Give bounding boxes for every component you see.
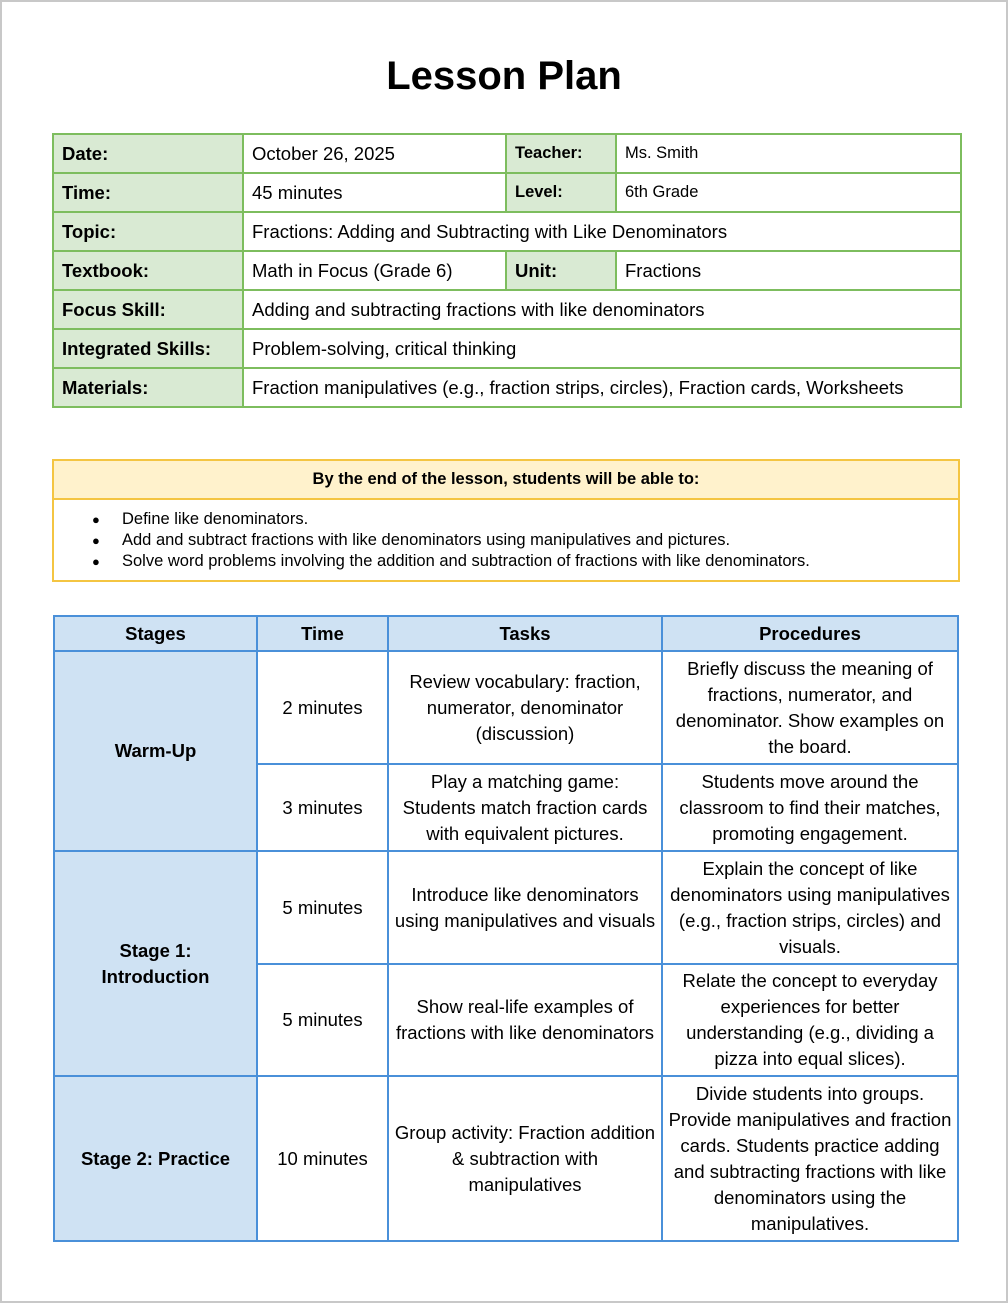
unit-label: Unit: — [506, 251, 616, 290]
objective-item: ● Solve word problems involving the addition and subtraction of fractions with like denominators. — [92, 551, 958, 572]
row-time: 5 minutes — [257, 964, 388, 1076]
focus-skill-label: Focus Skill: — [53, 290, 243, 329]
integrated-skills-label: Integrated Skills: — [53, 329, 243, 368]
stage-practice: Stage 2: Practice — [54, 1076, 257, 1241]
time-label: Time: — [53, 173, 243, 212]
info-row-materials — [53, 368, 961, 407]
objective-item: ● Add and subtract fractions with like denominators using manipulatives and pictures. — [92, 530, 958, 551]
header-time: Time — [257, 616, 388, 651]
info-row-topic — [53, 212, 961, 251]
row-procedure: Explain the concept of like denominators using manipulatives (e.g., fraction strips, circles) and visuals. — [662, 851, 958, 964]
row-task: Review vocabulary: fraction, numerator, denominator (discussion) — [388, 651, 662, 764]
row-time: 2 minutes — [257, 651, 388, 764]
row-procedure: Divide students into groups. Provide manipulatives and fraction cards. Students practice adding and subtracting fractions with like denominators using the manipulatives. — [662, 1076, 958, 1241]
row-time: 3 minutes — [257, 764, 388, 851]
header-tasks: Tasks — [388, 616, 662, 651]
objective-item: ● Define like denominators. — [92, 509, 958, 530]
lesson-info-table — [52, 133, 962, 408]
info-row-textbook — [53, 251, 961, 290]
unit-value: Fractions — [616, 251, 961, 290]
header-procedures: Procedures — [662, 616, 958, 651]
row-procedure: Relate the concept to everyday experiences for better understanding (e.g., dividing a pizza into equal slices). — [662, 964, 958, 1076]
topic-label: Topic: — [53, 212, 243, 251]
info-row-time — [53, 173, 961, 212]
date-label: Date: — [53, 134, 243, 173]
table-row — [54, 651, 958, 764]
row-task: Show real-life examples of fractions with like denominators — [388, 964, 662, 1076]
focus-skill-value: Adding and subtracting fractions with like denominators — [243, 290, 961, 329]
textbook-value: Math in Focus (Grade 6) — [243, 251, 506, 290]
row-task: Play a matching game: Students match fraction cards with equivalent pictures. — [388, 764, 662, 851]
stage-warm-up: Warm-Up — [54, 651, 257, 851]
row-task: Group activity: Fraction addition & subtraction with manipulatives — [388, 1076, 662, 1241]
row-procedure: Students move around the classroom to find their matches, promoting engagement. — [662, 764, 958, 851]
row-time: 5 minutes — [257, 851, 388, 964]
objectives-box — [52, 459, 960, 582]
objectives-heading: By the end of the lesson, students will be able to: — [54, 461, 958, 500]
page-title: Lesson Plan — [386, 54, 622, 98]
date-value: October 26, 2025 — [243, 134, 506, 173]
stage-introduction-line1: Stage 1: — [119, 939, 192, 961]
table-row — [54, 1076, 958, 1241]
row-time: 10 minutes — [257, 1076, 388, 1241]
info-row-date — [53, 134, 961, 173]
stage-introduction-line2: Introduction — [101, 965, 210, 987]
table-row — [54, 851, 958, 964]
objectives-list — [54, 500, 958, 580]
header-stages: Stages — [54, 616, 257, 651]
teacher-label: Teacher: — [506, 134, 616, 173]
materials-value: Fraction manipulatives (e.g., fraction strips, circles), Fraction cards, Worksheets — [243, 368, 961, 407]
textbook-label: Textbook: — [53, 251, 243, 290]
row-procedure: Briefly discuss the meaning of fractions, numerator, and denominator. Show examples on the board. — [662, 651, 958, 764]
integrated-skills-value: Problem-solving, critical thinking — [243, 329, 961, 368]
stages-table — [53, 615, 959, 1242]
stages-header-row — [54, 616, 958, 651]
stage-introduction — [54, 851, 257, 1076]
materials-label: Materials: — [53, 368, 243, 407]
level-value: 6th Grade — [616, 173, 961, 212]
time-value: 45 minutes — [243, 173, 506, 212]
info-row-focus — [53, 290, 961, 329]
level-label: Level: — [506, 173, 616, 212]
info-row-integrated — [53, 329, 961, 368]
row-task: Introduce like denominators using manipulatives and visuals — [388, 851, 662, 964]
teacher-value: Ms. Smith — [616, 134, 961, 173]
topic-value: Fractions: Adding and Subtracting with Like Denominators — [243, 212, 961, 251]
